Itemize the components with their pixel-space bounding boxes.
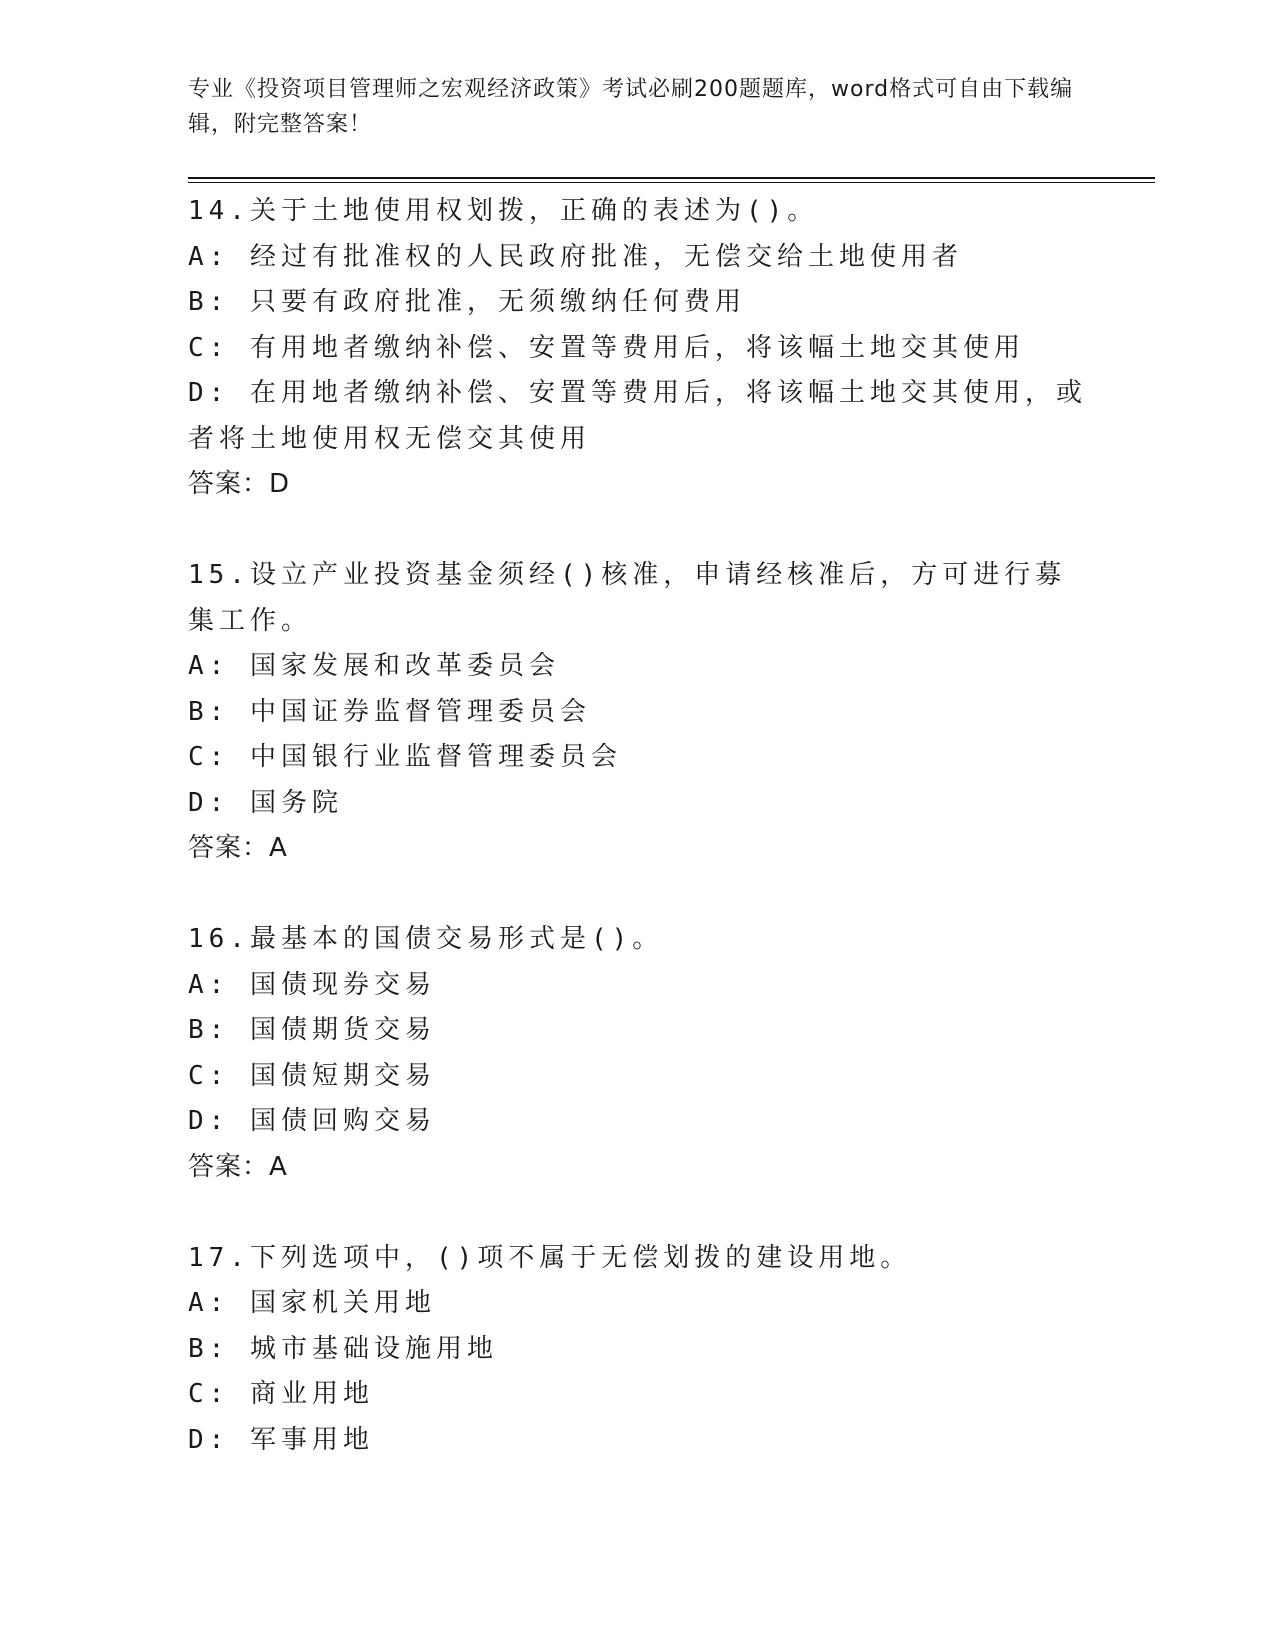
option-b: B: 中国证券监督管理委员会: [188, 696, 591, 727]
header-divider-thin: [188, 182, 1155, 183]
question-stem: 14.关于土地使用权划拨，正确的表述为()。: [188, 196, 819, 226]
option-c: C: 商业用地: [188, 1379, 374, 1409]
header-divider-thick: [188, 177, 1155, 179]
document-header: 专业《投资项目管理师之宏观经济政策》考试必刷200题题库，word格式可自由下载编辑，附完整答案！: [188, 77, 1074, 137]
answer: 答案：A: [188, 833, 288, 863]
option-d: D: 军事用地: [188, 1424, 374, 1455]
option-c: C: 有用地者缴纳补偿、安置等费用后，将该幅土地交其使用: [188, 332, 1025, 363]
option-c: C: 中国银行业监督管理委员会: [188, 742, 622, 772]
option-d: D: 国债回购交易: [188, 1106, 436, 1136]
option-d: D: 在用地者缴纳补偿、安置等费用后，将该幅土地交其使用，或者将土地使用权无偿交其使用: [188, 378, 1087, 454]
question-17: [188, 1236, 1088, 1464]
spacer: [188, 872, 1088, 918]
question-14: [188, 189, 1088, 508]
option-a: A: 国家机关用地: [188, 1288, 436, 1318]
spacer: [188, 508, 1088, 554]
question-stem: 16.最基本的国债交易形式是()。: [188, 924, 664, 954]
option-b: B: 城市基础设施用地: [188, 1333, 498, 1364]
question-list: [188, 189, 1088, 1463]
question-stem: 15.设立产业投资基金须经()核准，申请经核准后，方可进行募集工作。: [188, 560, 1067, 636]
question-15: [188, 553, 1088, 872]
option-b: B: 只要有政府批准，无须缴纳任何费用: [188, 287, 746, 317]
answer: 答案：D: [188, 469, 291, 499]
option-c: C: 国债短期交易: [188, 1060, 436, 1091]
question-stem: 17.下列选项中，()项不属于无偿划拨的建设用地。: [188, 1242, 912, 1273]
option-d: D: 国务院: [188, 787, 343, 818]
option-b: B: 国债期货交易: [188, 1015, 436, 1045]
spacer: [188, 1190, 1088, 1236]
option-a: A: 经过有批准权的人民政府批准，无偿交给土地使用者: [188, 241, 963, 272]
option-a: A: 国债现券交易: [188, 969, 436, 1000]
answer: 答案：A: [188, 1151, 288, 1182]
option-a: A: 国家发展和改革委员会: [188, 651, 560, 681]
question-16: [188, 917, 1088, 1190]
